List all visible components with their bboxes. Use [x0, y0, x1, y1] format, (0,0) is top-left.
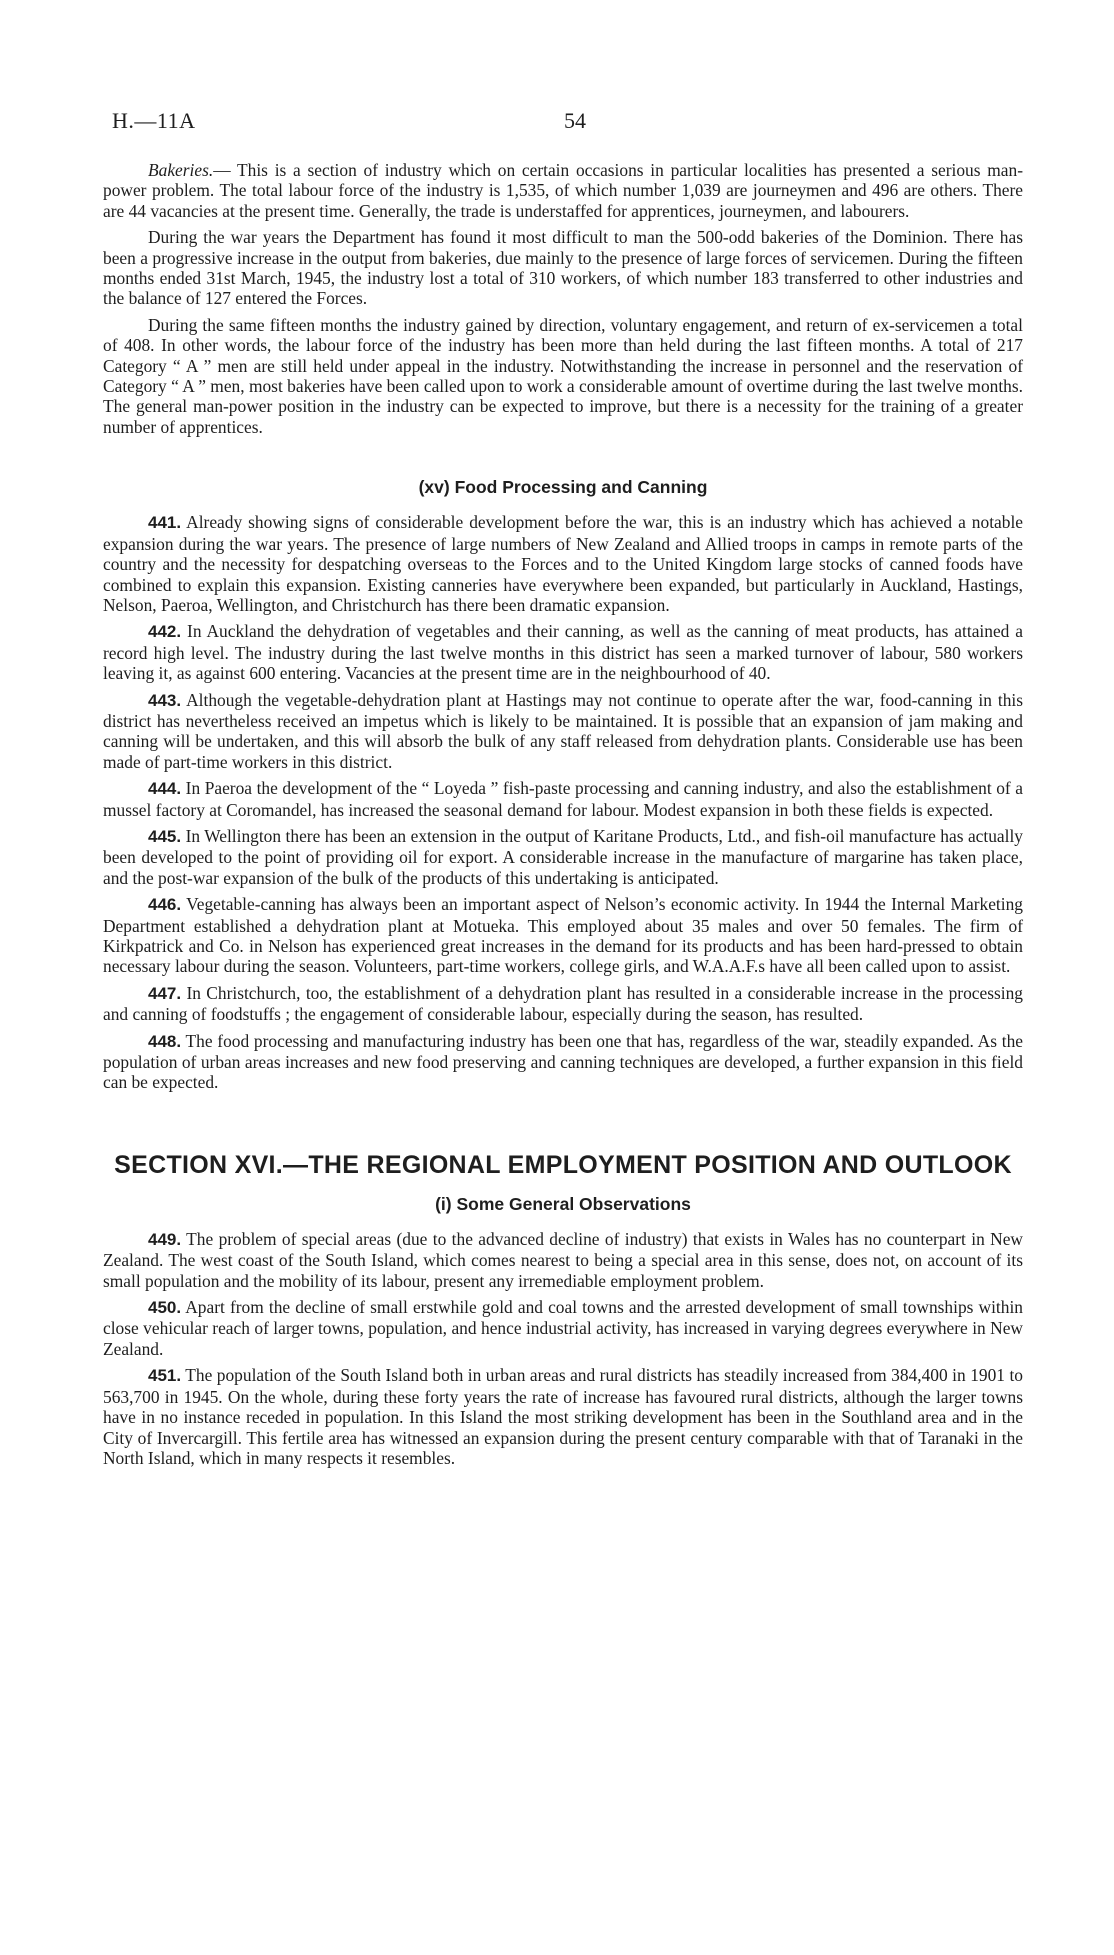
- paragraph-lead: Bakeries.: [148, 160, 214, 180]
- paragraph-bakeries-1: [103, 160, 1023, 221]
- general-observations-heading: (i) Some General Observations: [435, 1193, 691, 1214]
- paragraph-text: During the war years the Department has found it most difficult to man the 500-odd bakeries of the Dominion. There has been a progressive increase in the output from bakeries, due mainly to the presence of large forces of servicemen. During the fifteen months ended 31st March, 1945, the industry lost a total of 310 workers, of which number 183 transferred to other industries and the balance of 127 entered the Forces.: [103, 227, 1023, 309]
- paragraph-number: 443.: [148, 690, 182, 710]
- paragraph-number: 445.: [148, 826, 182, 846]
- paragraph-445: [103, 826, 1023, 888]
- paragraph-447: [103, 983, 1023, 1025]
- paragraph-number: 451.: [148, 1366, 182, 1386]
- paragraph-number: 448.: [148, 1031, 182, 1051]
- paragraph-text: In Paeroa the development of the “ Loyeda ” fish-paste processing and canning industry, and also the establishment of a mussel factory at Coromandel, has increased the seasonal demand for labour. Modest expansion in both these fields is expected.: [103, 778, 1023, 820]
- paragraph-text: In Wellington there has been an extension in the output of Karitane Products, Ltd., and fish-oil manufacture has actually been developed to the point of providing oil for export. A considerable increase in the manufacture of margarine has taken place, and the post-war expansion of the bulk of the products of this undertaking is anticipated.: [103, 825, 1023, 888]
- paragraph-441: [103, 512, 1023, 615]
- paragraph-450: [103, 1297, 1023, 1359]
- paragraph-number: 442.: [148, 622, 182, 642]
- food-processing-heading: (xv) Food Processing and Canning: [418, 477, 708, 498]
- page-header: [112, 108, 1022, 148]
- paragraph-bakeries-2: [103, 227, 1023, 309]
- paragraph-text: The problem of special areas (due to the advanced decline of industry) that exists in Wales has no counterpart in New Zealand. The west coast of the South Island, which comes nearest to being a special area in this sense, does not, on account of its small population and the mobility of its labour, present any irremediable employment problem.: [103, 1228, 1023, 1291]
- paragraph-451: [103, 1365, 1023, 1468]
- paragraph-number: 446.: [148, 895, 182, 915]
- page-body: [103, 160, 1023, 1474]
- document-reference: H.—11A: [112, 108, 196, 133]
- paragraph-number: 449.: [148, 1229, 182, 1249]
- section-xvi-heading: SECTION XVI.—THE REGIONAL EMPLOYMENT POSITION AND OUTLOOK: [114, 1150, 1012, 1179]
- paragraph-text: The population of the South Island both in urban areas and rural districts has steadily increased from 384,400 in 1901 to 563,700 in 1945. On the whole, during these forty years the rate of increase has favoured rural districts, although the larger towns have in no instance receded in population. In this Island the most striking development has been in the Southland area and in the City of Invercargill. This fertile area has witnessed an expansion during the present century comparable with that of Taranaki in the North Island, which in many respects it resembles.: [103, 1365, 1023, 1468]
- paragraph-444: [103, 778, 1023, 820]
- paragraph-number: 450.: [148, 1298, 182, 1318]
- paragraph-443: [103, 690, 1023, 773]
- paragraph-text: — This is a section of industry which on certain occasions in particular localities has presented a serious man-power problem. The total labour force of the industry is 1,535, of which number 1,039 are journeymen and 496 are others. There are 44 vacancies at the present time. Generally, the trade is understaffed for apprentices, journeymen, and labourers.: [103, 160, 1023, 221]
- paragraph-text: Already showing signs of considerable development before the war, this is an industry which has achieved a notable expansion during the war years. The presence of large numbers of New Zealand and Allied troops in camps in remote parts of the country and the necessity for despatching overseas to the Forces and to the United Kingdom large stocks of canned foods have combined to explain this expansion. Existing canneries have everywhere been expanded, but particularly in Auckland, Hastings, Nelson, Paeroa, Wellington, and Christchurch has there been dramatic expansion.: [103, 512, 1023, 615]
- paragraph-449: [103, 1229, 1023, 1291]
- paragraph-text: In Auckland the dehydration of vegetables and their canning, as well as the canning of meat products, has attained a record high level. The industry during the last twelve months in this district has seen a marked turnover of labour, 580 workers leaving it, as against 600 entering. Vacancies at the present time are in the neighbourhood of 40.: [103, 621, 1023, 684]
- paragraph-text: The food processing and manufacturing industry has been one that has, regardless of the war, steadily expanded. As the population of urban areas increases and new food preserving and canning techniques are developed, a further expansion in this field can be expected.: [103, 1030, 1023, 1093]
- paragraph-446: [103, 894, 1023, 977]
- paragraph-text: Apart from the decline of small erstwhile gold and coal towns and the arrested development of small townships within close vehicular reach of larger towns, population, and hence industrial activity, has increased in varying degrees everywhere in New Zealand.: [103, 1297, 1023, 1359]
- page-number: 54: [564, 108, 586, 133]
- paragraph-text: Vegetable-canning has always been an important aspect of Nelson’s economic activity. In 1944 the Internal Marketing Department established a dehydration plant at Motueka. This employed about 35 males and over 50 females. The firm of Kirkpatrick and Co. in Nelson has experienced great increases in the demand for its products and has been hard-pressed to obtain necessary labour during the season. Volunteers, part-time workers, college girls, and W.A.A.F.s have all been called upon to assist.: [103, 894, 1023, 977]
- paragraph-bakeries-3: [103, 315, 1023, 437]
- paragraph-number: 444.: [148, 779, 182, 799]
- paragraph-number: 447.: [148, 983, 182, 1003]
- paragraph-number: 441.: [148, 513, 182, 533]
- paragraph-448: [103, 1031, 1023, 1093]
- paragraph-text: Although the vegetable-dehydration plant at Hastings may not continue to operate after the war, food-canning in this district has nevertheless received an impetus which is likely to be maintained. It is possible that an expansion of jam making and canning will be undertaken, and this will absorb the bulk of any staff released from dehydration plants. Considerable use has been made of part-time workers in this district.: [103, 689, 1023, 772]
- paragraph-442: [103, 621, 1023, 683]
- paragraph-text: During the same fifteen months the industry gained by direction, voluntary engagement, and return of ex-servicemen a total of 408. In other words, the labour force of the industry has been more than held during the last fifteen months. A total of 217 Category “ A ” men are still held under appeal in the industry. Notwithstanding the increase in personnel and the reservation of Category “ A ” men, most bakeries have been called upon to work a considerable amount of overtime during the last twelve months. The general man-power position in the industry can be expected to improve, but there is a necessity for the training of a greater number of apprentices.: [103, 314, 1023, 437]
- paragraph-text: In Christchurch, too, the establishment of a dehydration plant has resulted in a considerable increase in the processing and canning of foodstuffs ; the engagement of considerable labour, especially during the season, has resulted.: [103, 982, 1023, 1025]
